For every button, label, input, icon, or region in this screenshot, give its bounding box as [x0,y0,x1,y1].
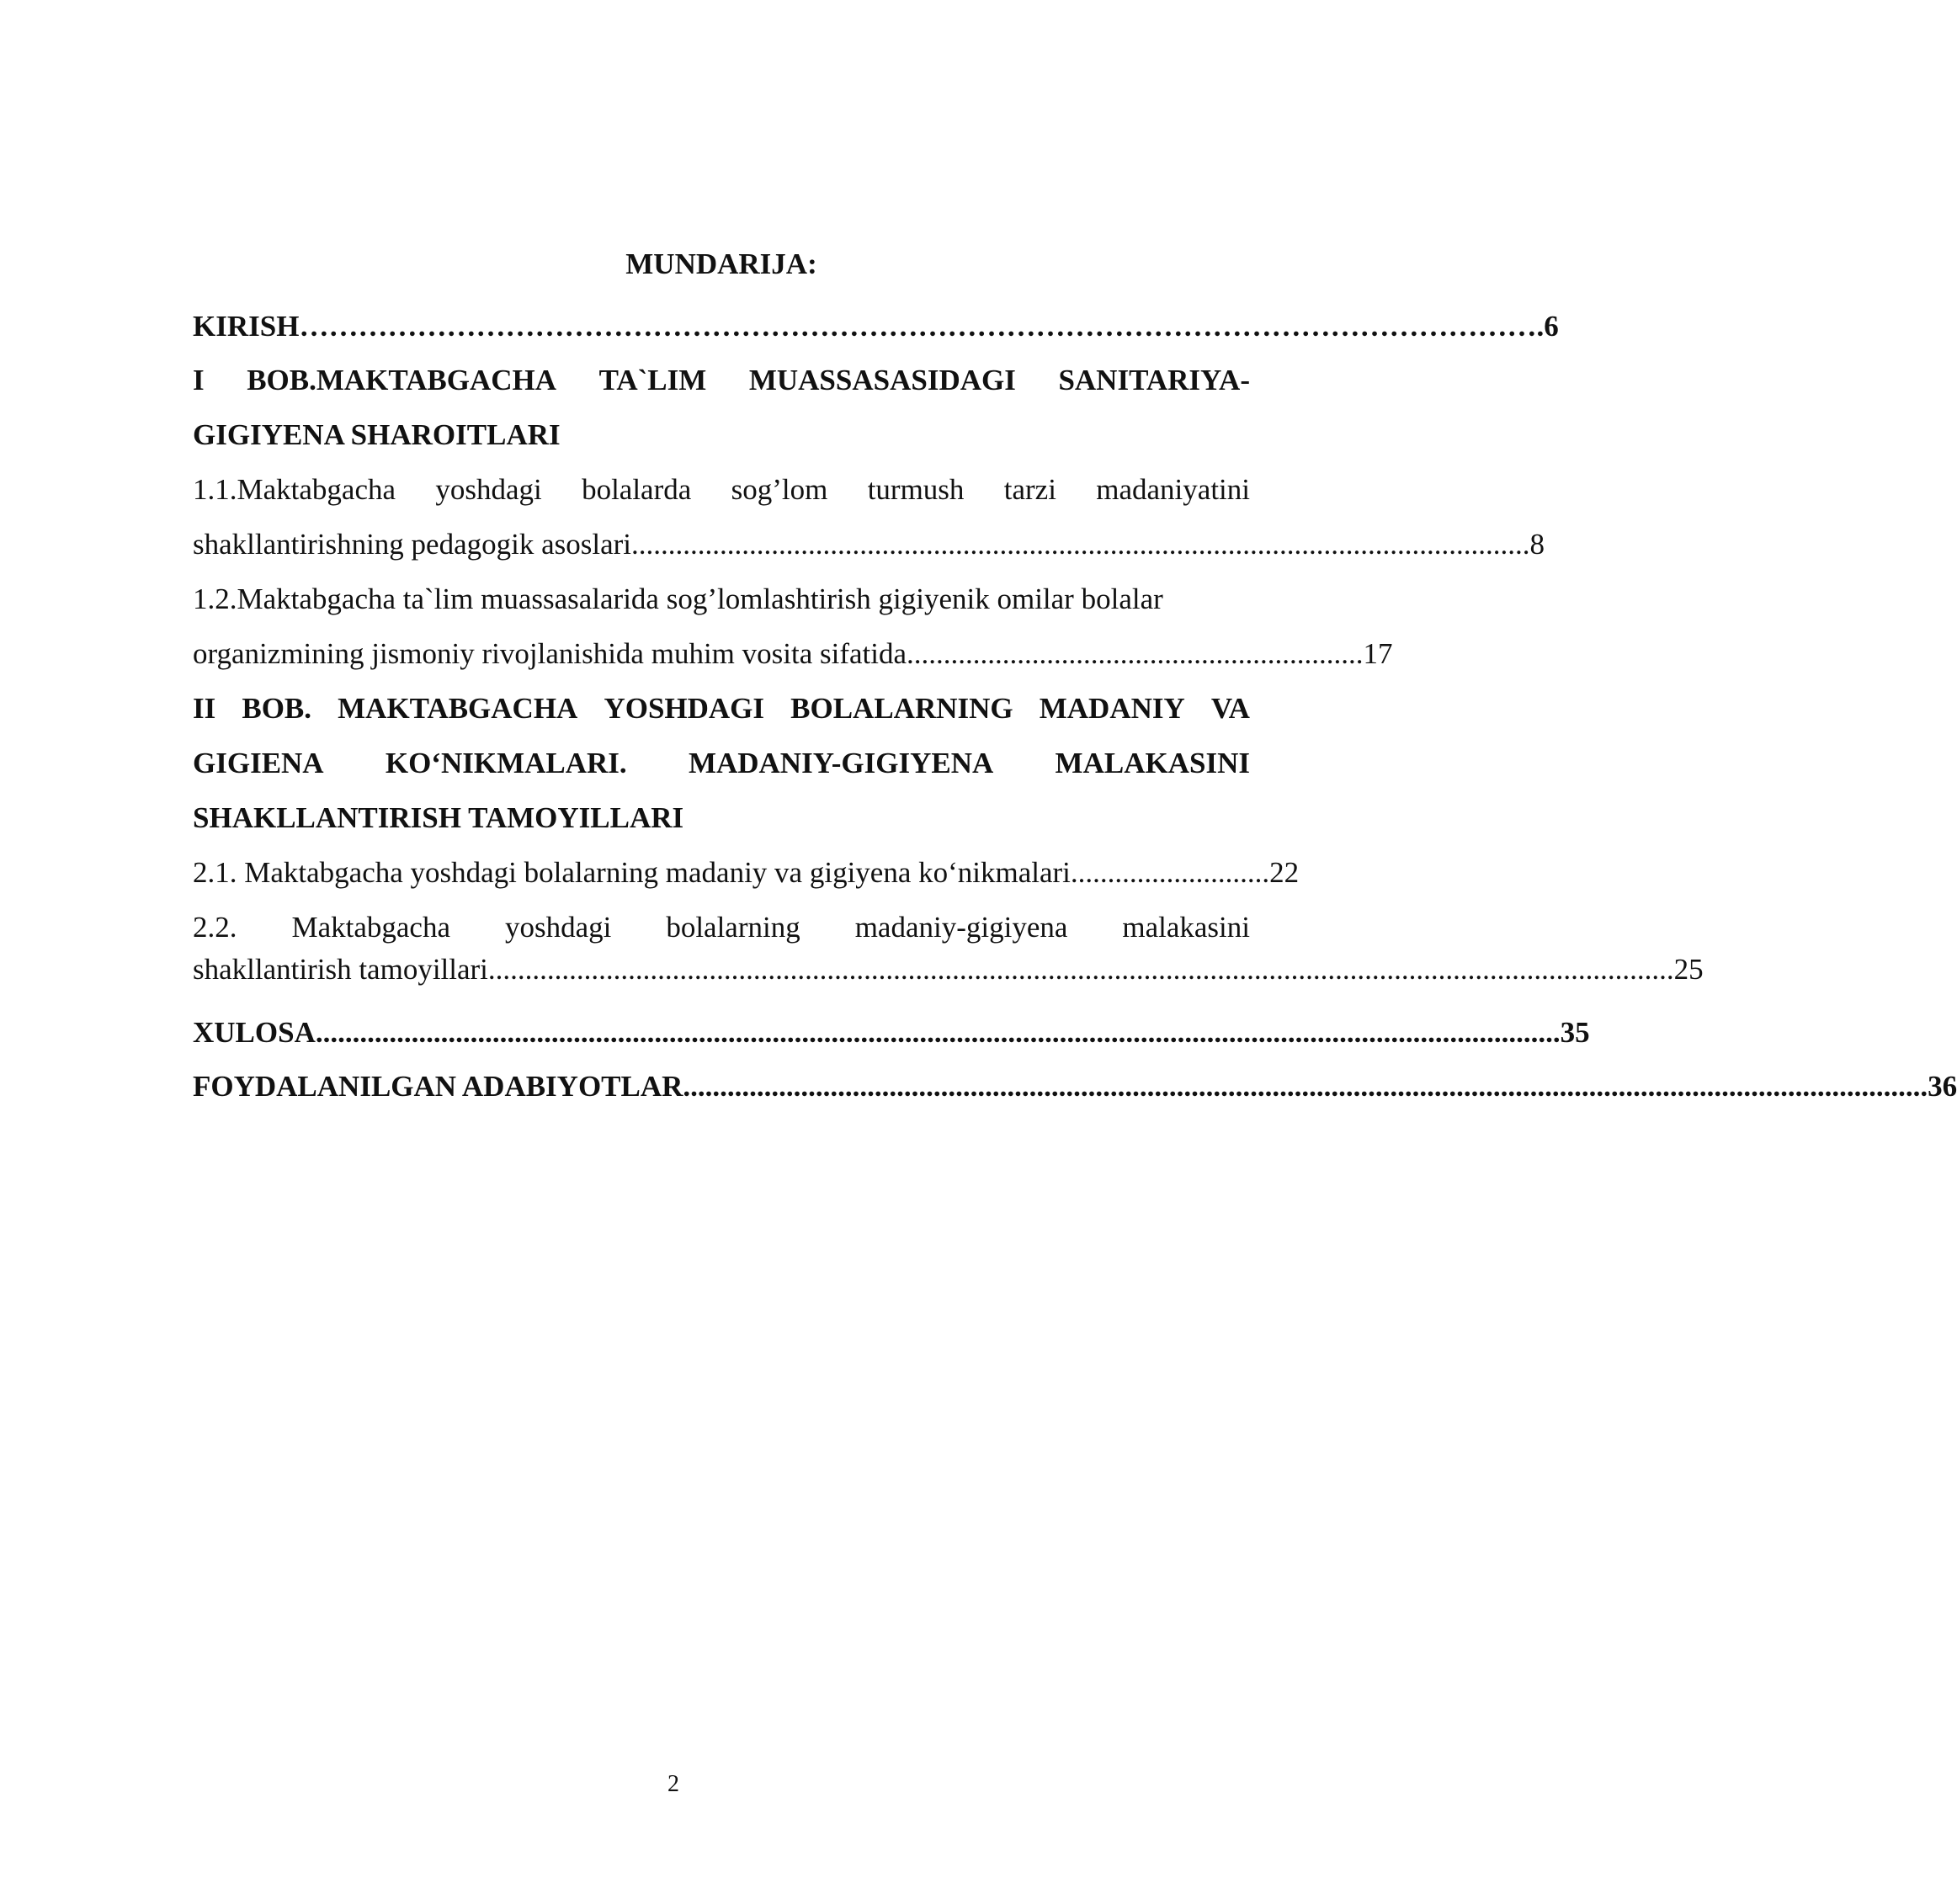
toc-section-2-2[interactable] [193,907,1250,948]
toc-chapter-2-heading-cont2[interactable]: SHAKLLANTIRISH TAMOYILLARI [193,801,684,834]
toc-word: SANITARIYA- [1058,364,1250,396]
toc-leader-dots: ……………………………………………………………………………………………………………… [299,310,1537,343]
toc-word: II [193,692,216,725]
toc-leader-dots: ........................... [1070,856,1270,889]
toc-section-1-1-cont[interactable] [193,524,1545,565]
toc-entry-kirish[interactable] [193,306,1559,347]
toc-section-1-2[interactable]: 1.2.Maktabgacha ta`lim muassasalarida sog’lomlashtirish gigiyenik omilar bolalar [193,582,1163,615]
toc-word: BOLALARNING [790,692,1013,725]
toc-section-2-1[interactable] [193,853,1300,893]
toc-page-number: 17 [1363,637,1393,670]
toc-page-number: .6 [1536,310,1559,343]
toc-word: tarzi [1003,473,1056,506]
toc-title: MUNDARIJA: [625,247,817,280]
toc-word: I [193,364,205,396]
toc-entry-label: 2.1. Maktabgacha yoshdagi bolalarning madaniy va gigiyena ko‘nikmalari [193,856,1071,889]
toc-word: MAKTABGACHA [338,692,578,725]
toc-chapter-2-heading[interactable] [193,689,1250,729]
toc-word: KO‘NIKMALARI. [385,747,627,779]
toc-entry-label: shakllantirish tamoyillari [193,953,488,986]
toc-page-number: 8 [1529,528,1545,561]
toc-chapter-1-heading-cont[interactable]: GIGIYENA SHAROITLARI [193,418,561,451]
toc-word: 1.1.Maktabgacha [193,473,396,506]
toc-word: yoshdagi [435,473,542,506]
toc-chapter-1-heading[interactable] [193,360,1250,401]
toc-leader-dots: .......................................................................................................................... [631,528,1530,561]
toc-word: VA [1210,692,1250,725]
toc-entry-label: shakllantirishning pedagogik asoslari [193,528,632,561]
toc-word: bolalarda [582,473,692,506]
toc-entry-label: organizmining jismoniy rivojlanishida muhim vosita sifatida [193,637,907,670]
toc-leader-dots: .............................................................. [907,637,1364,670]
toc-word: madaniyatini [1096,473,1250,506]
toc-word: BOB. [242,692,312,725]
toc-page-number: 36 [1928,1070,1957,1103]
toc-word: sog’lom [731,473,828,506]
toc-word: MADANIY [1039,692,1185,725]
toc-word: TA`LIM [598,364,707,396]
toc-word: 2.2. [193,911,237,944]
toc-section-1-1[interactable] [193,470,1250,510]
toc-word: turmush [867,473,965,506]
toc-entry-label: FOYDALANILGAN ADABIYOTLAR [193,1070,683,1103]
toc-section-1-2-cont[interactable] [193,634,1393,674]
toc-leader-dots: ......................................................................................................................................................................... [315,1016,1561,1049]
toc-entry-label: XULOSA [193,1016,316,1049]
toc-word: malakasini [1122,911,1250,944]
toc-word: Maktabgacha [291,911,450,944]
toc-entry-adabiyotlar[interactable] [193,1066,1957,1107]
toc-page-number: 35 [1560,1016,1590,1049]
toc-word: MADANIY-GIGIYENA [688,747,994,779]
toc-word: bolalarning [666,911,800,944]
toc-page-number: 22 [1269,856,1300,889]
toc-chapter-2-heading-cont[interactable] [193,743,1250,784]
toc-word: MUASSASASIDAGI [748,364,1016,396]
toc-page-number: 25 [1673,953,1704,986]
page-number: 2 [667,1771,679,1797]
toc-word: yoshdagi [504,911,612,944]
toc-section-2-2-cont[interactable] [193,949,1704,990]
toc-entry-xulosa[interactable] [193,1013,1590,1053]
toc-word: YOSHDAGI [604,692,765,725]
toc-word: MALAKASINI [1055,747,1250,779]
toc-word: GIGIENA [193,747,324,779]
toc-entry-label: KIRISH [193,310,300,343]
toc-word: madaniy-gigiyena [854,911,1068,944]
toc-leader-dots: ......................................................................................................................................................................... [683,1070,1928,1103]
toc-leader-dots: ................................................................................................................................................................. [487,953,1674,986]
toc-word: BOB.MAKTABGACHA [247,364,557,396]
